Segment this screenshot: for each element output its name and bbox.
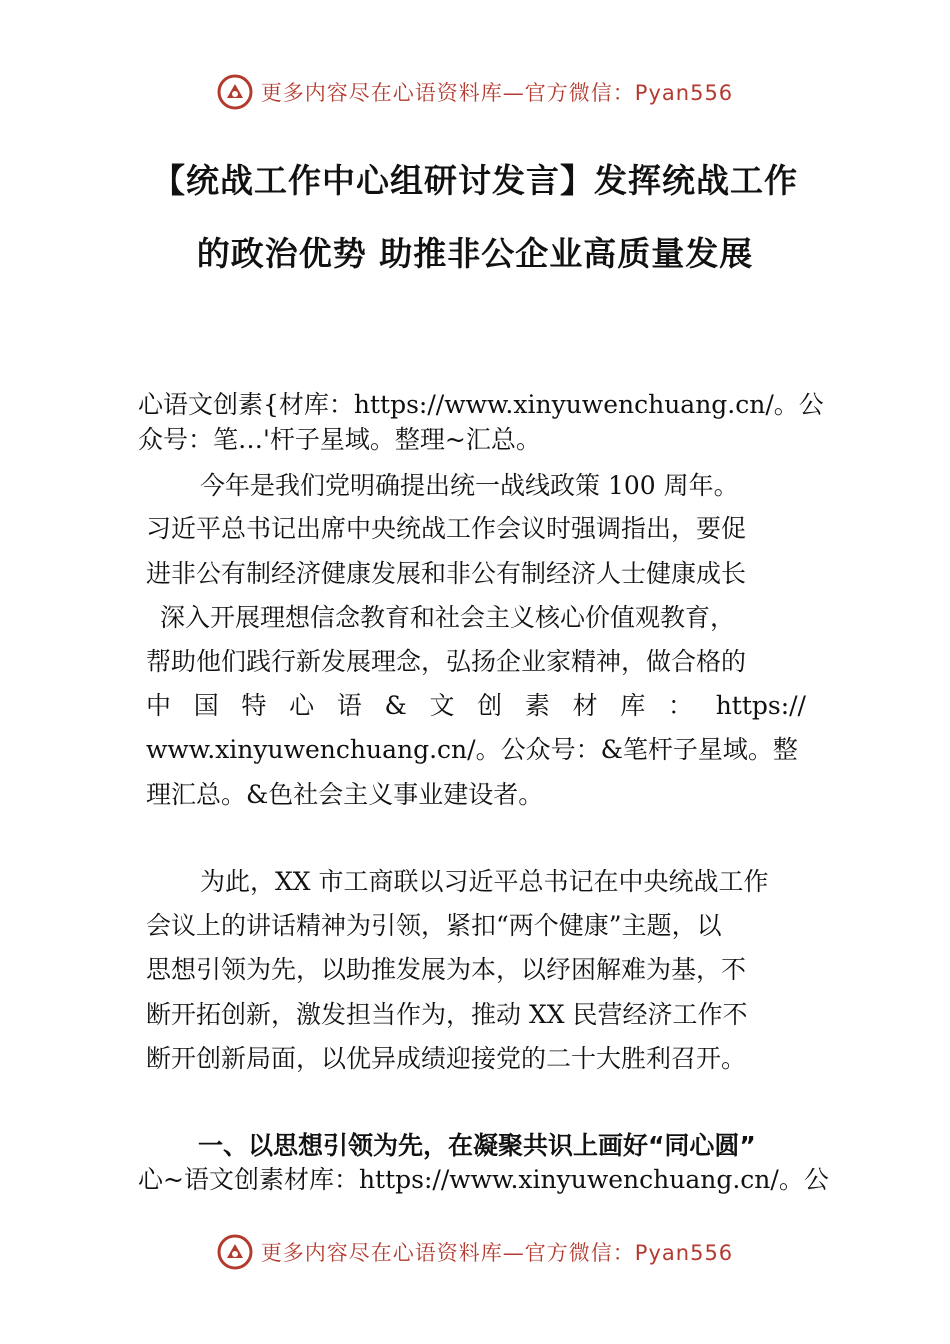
body-line: 心语文创素{材库：https://www.xinyuwenchuang.cn/。公 (138, 390, 824, 419)
watermark-text: 更多内容尽在心语资料库—官方微信：Pyan556 (260, 81, 734, 105)
spread-char: 创 (477, 691, 503, 720)
body-line: 今年是我们党明确提出统一战线政策 100 周年。 (200, 471, 739, 500)
body-line: 习近平总书记出席中央统战工作会议时强调指出，要促 (146, 514, 747, 543)
red-circular-logo-icon (217, 1234, 253, 1270)
spread-char: 心 (289, 691, 315, 720)
body-line-spread (146, 690, 806, 722)
body-line: 思想引领为先，以助推发展为本，以纾困解难为基，不 (146, 955, 747, 984)
spread-char: ： (667, 691, 693, 720)
top-watermark-banner (0, 72, 950, 112)
document-title-line-2: 的政治优势 助推非公企业高质量发展 (196, 234, 754, 273)
body-line: 断开拓创新，激发担当作为，推动 XX 民营经济工作不 (146, 1000, 748, 1029)
spread-char: 语 (336, 691, 362, 720)
body-line: 帮助他们践行新发展理念，弘扬企业家精神，做合格的 (146, 647, 747, 676)
section-heading: 一、以思想引领为先，在凝聚共识上画好“同心圆” (198, 1131, 756, 1160)
body-line: 理汇总。&色社会主义事业建设者。 (146, 780, 544, 809)
spread-char: 中 (146, 691, 172, 720)
body-line: 会议上的讲话精神为引领，紧扣“两个健康”主题，以 (146, 911, 722, 940)
spread-char: 材 (572, 691, 598, 720)
body-line: 众号：笔…'杆子星域。整理~汇总。 (138, 425, 541, 454)
body-line: 心~语文创素材库：https://www.xinyuwenchuang.cn/。公 (138, 1165, 829, 1194)
spread-char: 库 (620, 691, 646, 720)
spread-char: 素 (524, 691, 550, 720)
spread-char: 文 (429, 691, 455, 720)
document-title-line-1: 【统战工作中心组研讨发言】发挥统战工作 (152, 161, 798, 200)
spread-char: 国 (193, 691, 219, 720)
bottom-watermark-banner (0, 1232, 950, 1272)
body-line: 深入开展理想信念教育和社会主义核心价值观教育， (160, 603, 736, 632)
spread-char: https:// (715, 691, 806, 720)
red-circular-logo-icon (217, 74, 253, 110)
watermark-text: 更多内容尽在心语资料库—官方微信：Pyan556 (260, 1241, 734, 1265)
body-line: 进非公有制经济健康发展和非公有制经济人士健康成长 (146, 559, 747, 588)
body-line: 为此，XX 市工商联以习近平总书记在中央统战工作 (200, 867, 769, 896)
spread-char: & (384, 691, 407, 720)
body-line: 断开创新局面，以优异成绩迎接党的二十大胜利召开。 (146, 1044, 747, 1073)
body-line: www.xinyuwenchuang.cn/。公众号：&笔杆子星域。整 (146, 735, 798, 764)
spread-char: 特 (241, 691, 267, 720)
